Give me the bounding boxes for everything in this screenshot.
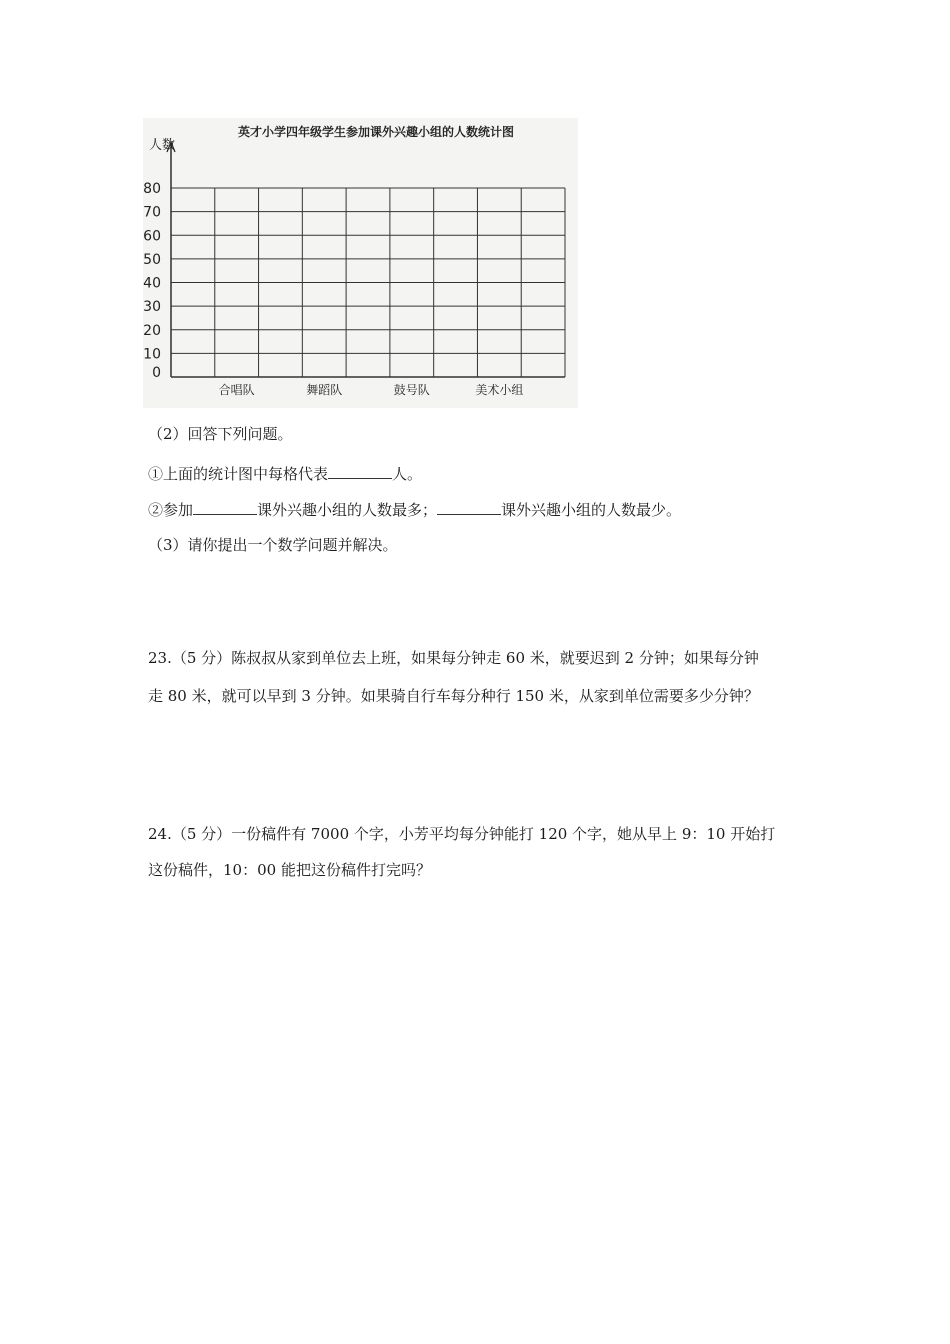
q1-text-before: ①上面的统计图中每格代表: [148, 465, 329, 483]
y-tick-label: 20: [143, 322, 161, 339]
bar-chart-grid: [143, 118, 578, 408]
q2-least-blank[interactable]: [437, 498, 501, 515]
question-23-line-2: 走 80 米，就可以早到 3 分钟。如果骑自行车每分种行 150 米，从家到单位需要多少分钟？: [148, 687, 759, 705]
category-label: 美术小组: [475, 383, 524, 397]
y-tick-label: 70: [143, 204, 161, 221]
category-label: 合唱队: [218, 383, 255, 397]
question-23-line-1: 23.（5 分）陈叔叔从家到单位去上班，如果每分钟走 60 米，就要迟到 2 分钟；如果每分钟: [148, 649, 759, 667]
y-tick-label: 10: [143, 346, 161, 363]
question-24-line-2: 这份稿件，10：00 能把这份稿件打完吗？: [148, 861, 431, 879]
q2-text-after: 课外兴趣小组的人数最少。: [501, 501, 682, 519]
q1-answer-blank[interactable]: [328, 462, 392, 479]
question-1: [148, 462, 422, 484]
question-2: [148, 498, 681, 520]
category-label: 鼓号队: [393, 383, 430, 397]
chart-title: 英才小学四年级学生参加课外兴趣小组的人数统计图: [237, 125, 515, 139]
category-label: 舞蹈队: [306, 383, 343, 397]
question-24-line-1: 24.（5 分）一份稿件有 7000 个字，小芳平均每分钟能打 120 个字，她从早上 9：10 开始打: [148, 825, 776, 843]
q2-text-middle: 课外兴趣小组的人数最多；: [257, 501, 438, 519]
y-tick-label: 40: [143, 275, 161, 292]
q2-text-before: ②参加: [148, 501, 194, 519]
statistics-chart: [143, 118, 578, 408]
y-tick-label: 50: [143, 251, 161, 268]
part3-heading: （3）请你提出一个数学问题并解决。: [148, 536, 398, 554]
y-tick-label: 30: [143, 299, 161, 316]
y-axis-label: 人数: [149, 138, 176, 153]
part2-heading: （2）回答下列问题。: [148, 425, 293, 443]
y-tick-label: 80: [143, 181, 161, 197]
y-tick-label: 60: [143, 228, 161, 245]
q1-text-after: 人。: [392, 465, 423, 483]
y-tick-label: 0: [152, 365, 161, 381]
q2-most-blank[interactable]: [193, 498, 257, 515]
